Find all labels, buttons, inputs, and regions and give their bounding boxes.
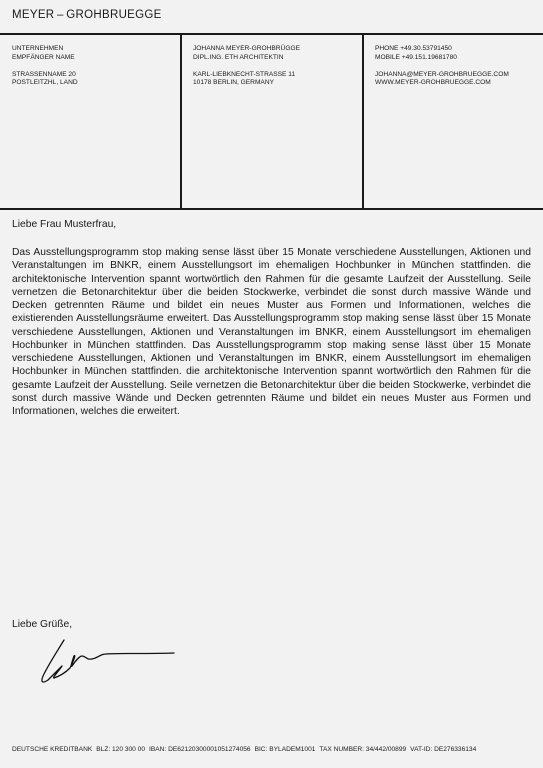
letter-closing: Liebe Grüße, — [12, 619, 73, 630]
sender-address-block — [193, 45, 300, 88]
footer-vat-id: VAT-ID: DE276336134 — [410, 746, 477, 753]
footer-bic: BIC: BYLADEM1001 — [254, 746, 316, 753]
header-top-divider — [0, 33, 543, 35]
company-logo-text: MEYER – GROHBRUEGGE — [12, 9, 162, 21]
contact-block — [375, 45, 509, 88]
footer-bank-details — [12, 746, 532, 753]
footer-bank-name: DEUTSCHE KREDITBANK — [12, 746, 93, 753]
header-bottom-divider — [0, 208, 543, 210]
recipient-name: EMPFÄNGER NAME — [12, 53, 75, 61]
recipient-address-block — [12, 45, 78, 88]
contact-website[interactable]: WWW.MEYER-GROHBRUEGGE.COM — [375, 79, 491, 87]
letter-salutation: Liebe Frau Musterfrau, — [12, 219, 117, 230]
sender-street: KARL-LIEBKNECHT-STRASSE 11 — [193, 70, 296, 78]
letter-body: Das Ausstellungsprogramm stop making sense lässt über 15 Monate verschiedene Ausstellungen, Aktionen und Veranstaltungen im BNKR, einem Ausstellungsort im ehemaligen Hochbunker in München stattfinden. die architektonische Intervention spannt wortwörtlich den Rahmen für die gesamte Laufzeit der Ausstellung. Seile vernetzen die Betonarchitektur über die beiden Stockwerke, verbindet die sonst durch massive Wände und Decken getrennten Räume und bildet ein neues Muster aus Formen und Informationen, welches die existierenden Ausstellungsräume erweitert. Das Ausstellungsprogramm stop making sense lässt über 15 Monate verschiedene Ausstellungen, Aktionen und Veranstaltungen im BNKR, einem Ausstellungsort im ehemaligen Hochbunker in München stattfinden. Das Ausstellungsprogramm stop making sense lässt über 15 Monate verschiedene Ausstellungen, Aktionen und Veranstaltungen im BNKR, einem Ausstellungsort im ehemaligen Hochbunker in München stattfinden. die architektonische Intervention spannt wortwörtlich den Rahmen für die gesamte Laufzeit der Ausstellung. Seile vernetzen die Betonarchitektur über die beiden Stockwerke, verbindet die sonst durch massive Wände und Decken getrennten Räume und bildet ein neues Muster aus Formen und Informationen, welches die erweitert. — [12, 247, 531, 417]
footer-tax-number: TAX NUMBER: 34/442/00899 — [319, 746, 407, 753]
sender-name: JOHANNA MEYER-GROHBRÜGGE — [193, 45, 300, 52]
contact-email[interactable]: JOHANNA@MEYER-GROHBRUEGGE.COM — [375, 70, 509, 78]
contact-mobile: MOBILE +49.151.19681780 — [375, 53, 457, 61]
contact-phone: PHONE +49.30.53791450 — [375, 45, 452, 52]
recipient-company: UNTERNEHMEN — [12, 45, 64, 52]
footer-blz: BLZ: 120 300 00 — [96, 746, 146, 753]
recipient-city: POSTLEITZHL, LAND — [12, 79, 78, 87]
footer-iban: IBAN: DE62120300001051274056 — [149, 746, 251, 753]
sender-city: 10178 BERLIN, GERMANY — [193, 79, 274, 87]
sender-title: DIPL.ING. ETH ARCHITEKTIN — [193, 53, 284, 61]
header-column-divider-2 — [362, 33, 364, 209]
header-column-divider-1 — [180, 33, 182, 209]
recipient-street: STRASSENNAME 20 — [12, 70, 76, 78]
handwritten-signature — [36, 636, 186, 686]
